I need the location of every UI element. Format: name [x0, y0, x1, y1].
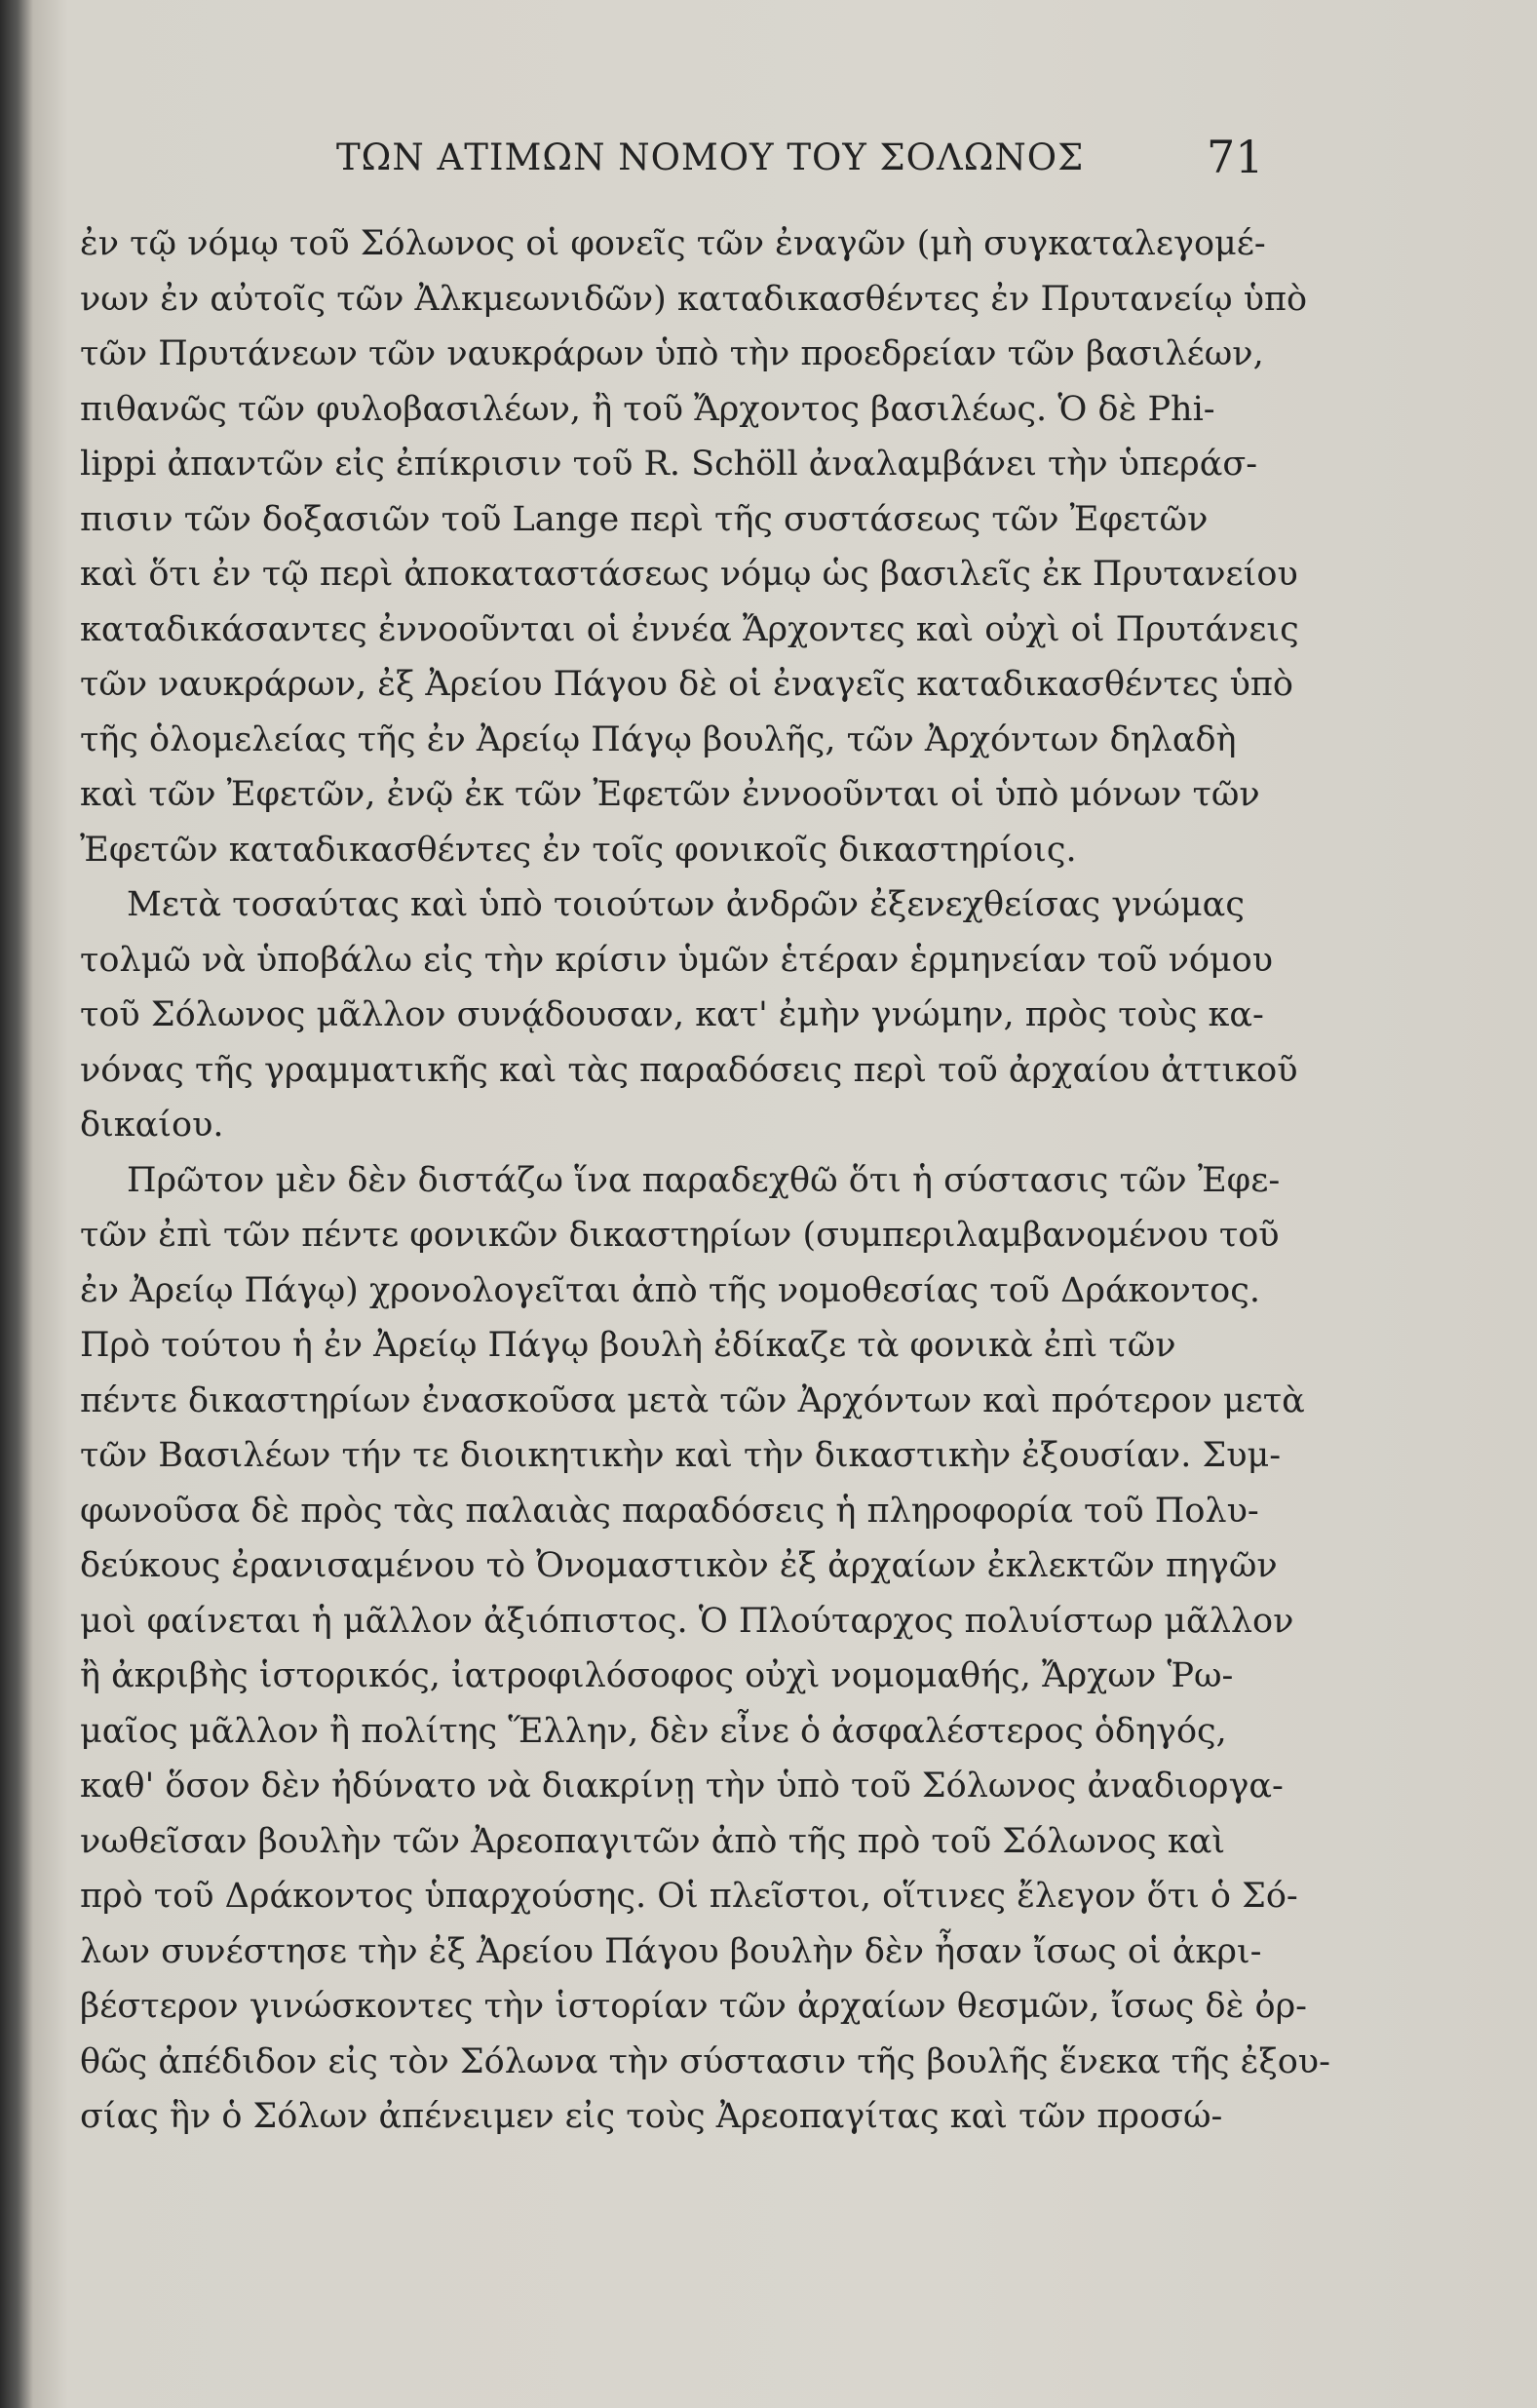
text-line: τῆς ὁλομελείας τῆς ἐν Ἀρείῳ Πάγῳ βουλῆς, τῶν Ἀρχόντων δηλαδὴ — [80, 719, 1237, 759]
text-line: τολμῶ νὰ ὑποβάλω εἰς τὴν κρίσιν ὑμῶν ἑτέραν ἑρμηνείαν τοῦ νόμου — [80, 940, 1274, 980]
text-line: νόνας τῆς γραμματικῆς καὶ τὰς παραδόσεις περὶ τοῦ ἀρχαίου ἀττικοῦ — [80, 1050, 1298, 1090]
text-line: νωθεῖσαν βουλὴν τῶν Ἀρεοπαγιτῶν ἀπὸ τῆς πρὸ τοῦ Σόλωνος καὶ — [80, 1821, 1226, 1861]
running-title: ΤΩΝ ΑΤΙΜΩΝ ΝΟΜΟΥ ΤΟΥ ΣΟΛΩΝΟΣ — [336, 136, 1085, 178]
page-number: 71 — [1207, 131, 1264, 183]
text-line: πρὸ τοῦ Δράκοντος ὑπαρχούσης. Οἱ πλεῖστοι, οἵτινες ἔλεγον ὅτι ὁ Σό- — [80, 1877, 1298, 1916]
text-line: βέστερον γινώσκοντες τὴν ἱστορίαν τῶν ἀρχαίων θεσμῶν, ἴσως δὲ ὀρ- — [80, 1987, 1307, 2026]
text-line: σίας ἣν ὁ Σόλων ἀπένειμεν εἰς τοὺς Ἀρεοπαγίτας καὶ τῶν προσώ- — [80, 2097, 1223, 2136]
text-line: μαῖος μᾶλλον ἢ πολίτης Ἕλλην, δὲν εἶνε ὁ ἀσφαλέστερος ὁδηγός, — [80, 1711, 1227, 1751]
text-line: δικαίου. — [80, 1106, 224, 1145]
running-head — [0, 131, 1537, 185]
text-line: lippi ἀπαντῶν εἰς ἐπίκρισιν τοῦ R. Schöll ἀναλαμβάνει τὴν ὑπεράσ- — [80, 445, 1258, 484]
text-line: ἐν Ἀρείῳ Πάγῳ) χρονολογεῖται ἀπὸ τῆς νομοθεσίας τοῦ Δράκοντος. — [80, 1270, 1260, 1310]
text-line: τῶν ἐπὶ τῶν πέντε φονικῶν δικαστηρίων (συμπεριλαμβανομένου τοῦ — [80, 1216, 1280, 1255]
text-line: πέντε δικαστηρίων ἐνασκοῦσα μετὰ τῶν Ἀρχόντων καὶ πρότερον μετὰ — [80, 1380, 1305, 1420]
text-line: καὶ ὅτι ἐν τῷ περὶ ἀποκαταστάσεως νόμῳ ὡς βασιλεῖς ἐκ Πρυτανείου — [80, 555, 1298, 594]
text-line: νων ἐν αὐτοῖς τῶν Ἀλκμεωνιδῶν) καταδικασθέντες ἐν Πρυτανείῳ ὑπὸ — [80, 279, 1308, 319]
text-line: μοὶ φαίνεται ἡ μᾶλλον ἀξιόπιστος. Ὁ Πλούταρχος πολυίστωρ μᾶλλον — [80, 1601, 1294, 1641]
text-line: πισιν τῶν δοξασιῶν τοῦ Lange περὶ τῆς συστάσεως τῶν Ἐφετῶν — [80, 499, 1209, 539]
text-line: καὶ τῶν Ἐφετῶν, ἐνῷ ἐκ τῶν Ἐφετῶν ἐννοοῦνται οἱ ὑπὸ μόνων τῶν — [80, 775, 1260, 814]
paragraph-start-line: Μετὰ τοσαύτας καὶ ὑπὸ τοιούτων ἀνδρῶν ἐξενεχθείσας γνώμας — [127, 885, 1245, 924]
text-line: καθ' ὅσον δὲν ἠδύνατο νὰ διακρίνῃ τὴν ὑπὸ τοῦ Σόλωνος ἀναδιοργα- — [80, 1767, 1284, 1806]
text-line: λων συνέστησε τὴν ἐξ Ἀρείου Πάγου βουλὴν δὲν ἦσαν ἴσως οἱ ἀκρι- — [80, 1931, 1262, 1971]
text-line: τῶν Βασιλέων τήν τε διοικητικὴν καὶ τὴν δικαστικὴν ἐξουσίαν. Συμ- — [80, 1436, 1282, 1475]
text-line: θῶς ἀπέδιδον εἰς τὸν Σόλωνα τὴν σύστασιν τῆς βουλῆς ἕνεκα τῆς ἐξου- — [80, 2041, 1330, 2081]
paragraph-start-line: Πρῶτον μὲν δὲν διστάζω ἵνα παραδεχθῶ ὅτι ἡ σύστασις τῶν Ἐφε- — [127, 1160, 1281, 1200]
text-line: Ἐφετῶν καταδικασθέντες ἐν τοῖς φονικοῖς δικαστηρίοις. — [80, 830, 1077, 870]
text-line: τῶν Πρυτάνεων τῶν ναυκράρων ὑπὸ τὴν προεδρείαν τῶν βασιλέων, — [80, 334, 1264, 373]
text-line: τῶν ναυκράρων, ἐξ Ἀρείου Πάγου δὲ οἱ ἐναγεῖς καταδικασθέντες ὑπὸ — [80, 665, 1293, 704]
text-line: τοῦ Σόλωνος μᾶλλον συνᾴδουσαν, κατ' ἐμὴν γνώμην, πρὸς τοὺς κα- — [80, 995, 1264, 1034]
text-line: Πρὸ τούτου ἡ ἐν Ἀρείῳ Πάγῳ βουλὴ ἐδίκαζε τὰ φονικὰ ἐπὶ τῶν — [80, 1326, 1176, 1365]
text-line: ἐν τῷ νόμῳ τοῦ Σόλωνος οἱ φονεῖς τῶν ἐναγῶν (μὴ συγκαταλεγομέ- — [80, 224, 1266, 263]
text-line: καταδικάσαντες ἐννοοῦνται οἱ ἐννέα Ἄρχοντες καὶ οὐχὶ οἱ Πρυτάνεις — [80, 609, 1299, 649]
body-text — [80, 216, 1330, 2145]
text-line: φωνοῦσα δὲ πρὸς τὰς παλαιὰς παραδόσεις ἡ πληροφορία τοῦ Πολυ- — [80, 1491, 1259, 1531]
text-line: δεύκους ἐρανισαμένου τὸ Ὀνομαστικὸν ἐξ ἀρχαίων ἐκλεκτῶν πηγῶν — [80, 1546, 1278, 1585]
text-line: ἢ ἀκριβὴς ἱστορικός, ἰατροφιλόσοφος οὐχὶ νομομαθής, Ἄρχων Ῥω- — [80, 1656, 1234, 1695]
text-line: πιθανῶς τῶν φυλοβασιλέων, ἢ τοῦ Ἄρχοντος βασιλέως. Ὁ δὲ Phi- — [80, 389, 1215, 429]
